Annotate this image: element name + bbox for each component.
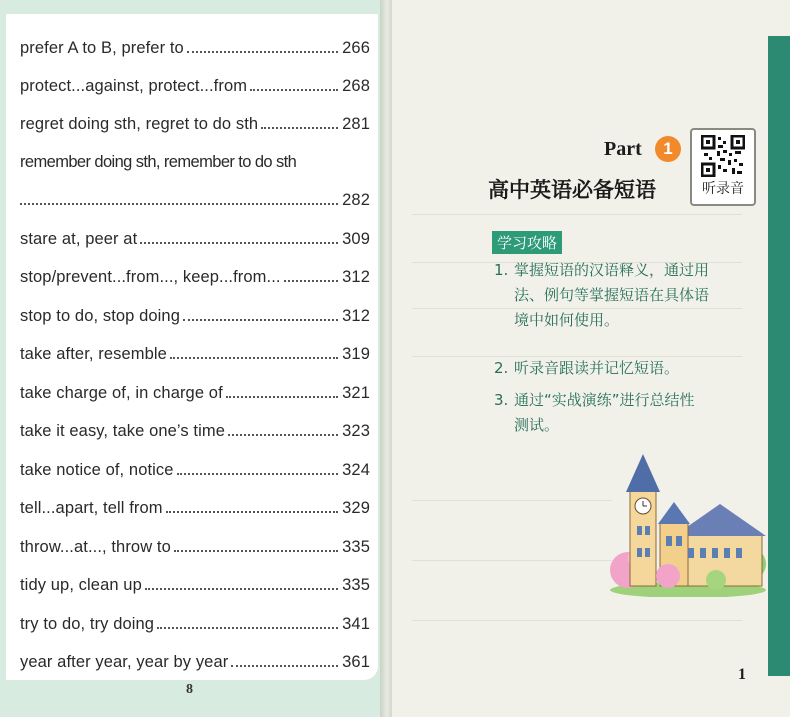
toc-page-number: 309 — [342, 230, 370, 248]
left-page — [0, 0, 387, 717]
toc-entry-text: take after, resemble — [20, 345, 167, 363]
bleed-through-line — [412, 560, 612, 561]
toc-entry-text: tell...apart, tell from — [20, 499, 163, 517]
toc-page-number: 361 — [342, 653, 370, 671]
toc-entry — [20, 529, 370, 557]
bleed-through-line — [412, 500, 612, 501]
toc-entry — [20, 221, 370, 249]
tip-item — [494, 388, 764, 438]
toc-page-number: 312 — [342, 268, 370, 286]
toc-entry-text: protect...against, protect...from — [20, 77, 248, 95]
toc-entry-text: prefer A to B, prefer to — [20, 39, 184, 57]
qr-audio-box[interactable] — [690, 128, 756, 206]
toc-leader — [284, 280, 339, 282]
toc-entry — [20, 567, 370, 595]
toc-entry-text: year after year, year by year — [20, 653, 229, 671]
toc-leader — [174, 550, 338, 552]
toc-page-number: 266 — [342, 39, 370, 57]
tip-line: 掌握短语的汉语释义，通过用 — [514, 261, 710, 279]
tip-line: 听录音跟读并记忆短语。 — [514, 359, 680, 377]
tip-number: 1. — [494, 261, 509, 279]
toc-leader — [20, 203, 338, 205]
tip-line: 境中如何使用。 — [514, 311, 620, 329]
toc-leader — [140, 242, 338, 244]
toc-entry-text: regret doing sth, regret to do sth — [20, 115, 259, 133]
toc-entry — [20, 68, 370, 96]
right-page — [392, 0, 790, 717]
toc-leader — [183, 319, 338, 321]
tip-item — [494, 356, 764, 381]
part-number-badge: 1 — [655, 136, 681, 162]
toc-entry — [20, 644, 370, 672]
toc-leader — [166, 511, 339, 513]
toc-entry-text: stop to do, stop doing — [20, 307, 180, 325]
tip-line: 法、例句等掌握短语在具体语 — [514, 286, 710, 304]
toc-entry — [20, 144, 370, 172]
toc-page-number: 324 — [342, 461, 370, 479]
toc-entry-text: stop/prevent...from..., keep...from... — [20, 268, 281, 286]
toc-entry-text: take charge of, in charge of — [20, 384, 223, 402]
toc-entry — [20, 259, 370, 287]
toc-leader — [157, 627, 338, 629]
toc-entry-text: tidy up, clean up — [20, 576, 142, 594]
tip-line: 通过“实战演练”进行总结性 — [514, 391, 695, 409]
toc-leader — [261, 127, 338, 129]
toc-entry — [20, 413, 370, 441]
tip-item — [494, 258, 764, 333]
left-page-number: 8 — [186, 682, 193, 697]
tip-line: 测试。 — [514, 416, 560, 434]
bleed-through-line — [412, 620, 742, 621]
toc-page-number: 335 — [342, 538, 370, 556]
toc-page-number: 312 — [342, 307, 370, 325]
toc-leader — [226, 396, 338, 398]
qr-code-icon — [701, 135, 745, 177]
toc-entry-continuation — [20, 182, 370, 210]
toc-entry — [20, 336, 370, 364]
toc-page-number: 319 — [342, 345, 370, 363]
bleed-through-line — [412, 214, 742, 215]
toc-page-number: 341 — [342, 615, 370, 633]
toc-entry — [20, 30, 370, 58]
toc-entry — [20, 375, 370, 403]
toc-page-number: 281 — [342, 115, 370, 133]
toc-page-number: 323 — [342, 422, 370, 440]
toc-leader — [177, 473, 339, 475]
toc-page-number: 335 — [342, 576, 370, 594]
green-edge-band — [768, 36, 790, 676]
toc-leader — [187, 51, 338, 53]
part-label: Part — [604, 138, 642, 160]
toc-entry — [20, 490, 370, 518]
toc-entry-text: throw...at..., throw to — [20, 538, 171, 556]
part-title: 高中英语必备短语 — [488, 178, 656, 202]
toc-entry — [20, 452, 370, 480]
toc-entry-text: take it easy, take one’s time — [20, 422, 225, 440]
toc-page-number: 282 — [342, 191, 370, 209]
toc-entry-text: try to do, try doing — [20, 615, 155, 633]
right-page-number: 1 — [738, 666, 746, 683]
toc-leader — [145, 588, 338, 590]
toc-entry — [20, 106, 370, 134]
toc-leader — [170, 357, 338, 359]
toc-entry-text: take notice of, notice — [20, 461, 174, 479]
toc-entry-text: stare at, peer at — [20, 230, 138, 248]
toc-leader — [231, 665, 338, 667]
toc-entry-text: remember doing sth, remember to do sth — [20, 153, 297, 171]
toc-page-number: 268 — [342, 77, 370, 95]
toc-entry — [20, 606, 370, 634]
qr-label: 听录音 — [702, 181, 744, 197]
tip-number: 3. — [494, 391, 509, 409]
tip-number: 2. — [494, 359, 509, 377]
toc-card — [6, 14, 378, 680]
toc-leader — [250, 89, 338, 91]
tip-heading-tag: 学习攻略 — [492, 231, 562, 254]
toc-entry — [20, 298, 370, 326]
castle-illustration — [608, 452, 768, 597]
toc-page-number: 329 — [342, 499, 370, 517]
toc-page-number: 321 — [342, 384, 370, 402]
toc-leader — [228, 434, 338, 436]
